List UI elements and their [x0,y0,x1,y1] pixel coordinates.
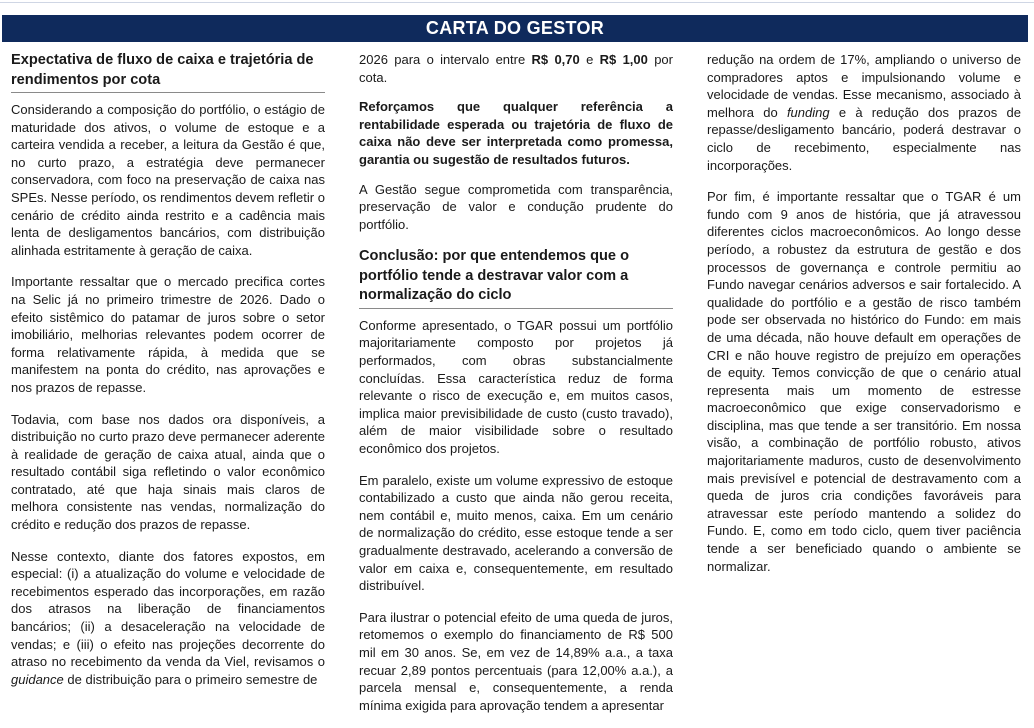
paragraph: A Gestão segue comprometida com transparência, preservação de valor e condução prudente do portfólio. [359,181,673,232]
column-1 [11,51,325,702]
emphasis-guidance: guidance [11,671,64,687]
text-run: Nesse contexto, diante dos fatores expostos, em especial: (i) a atualização do volume e velocidade de recebimentos esperado das incorporações, em razão dos atrasos na liberação de financiamentos bancários; (ii) a desaceleração na velocidade de vendas; e (iii) o efeito nas projeções decorrente do atraso no recebimento da venda da Viel, revisamos o [11,548,325,670]
disclaimer-paragraph: Reforçamos que qualquer referência a rentabilidade esperada ou trajetória de fluxo de caixa não deve ser interpretada como promessa, garantia ou sugestão de resultados futuros. [359,99,673,167]
emphasis-funding: funding [786,104,830,120]
column-3 [707,51,1021,589]
paragraph: Para ilustrar o potencial efeito de uma queda de juros, retomemos o exemplo do financiamento de R$ 500 mil em 30 anos. Se, em vez de 14,89% a.a., a taxa recuar 2,89 pontos percentuais (para 12,00% a.a.), a parcela mensal e, consequentemente, a renda mínima exigida para aprovação tendem a apresentar [359,609,673,713]
paragraph: Importante ressaltar que o mercado precifica cortes na Selic já no primeiro trimestre de 2026. Dado o efeito sistêmico do patamar de juros sobre o setor imobiliário, melhorias relevantes podem ocorrer de forma relativamente rápida, à medida que se manifestem na ponta do crédito, nas aprovações e nos prazos de repasse. [11,274,325,395]
paragraph: Em paralelo, existe um volume expressivo de estoque contabilizado a custo que ainda não gerou receita, nem contábil e, muito menos, caixa. Em um cenário de normalização do crédito, esse estoque tende a ser gradualmente destravado, acelerando a conversão de valor em caixa e, consequentemente, em resultado distribuível. [359,472,673,594]
text-run: de distribuição para o primeiro semestre de [63,671,318,687]
top-rule [0,2,1034,3]
text-run: redução na ordem de 17%, ampliando o universo de compradores aptos e impulsionando volume e velocidade de vendas. Esse mecanismo, associado à melhora do [707,52,1021,120]
text-run: e à redução dos prazos de repasse/desligamento bancário, poderá destravar o ciclo de recebimento, especialmente nas incorporações. [707,104,1021,173]
paragraph [359,51,673,86]
page-title: CARTA DO GESTOR [2,15,1028,42]
section-heading-conclusion: Conclusão: por que entendemos que o portfólio tende a destravar valor com a normalização do ciclo [359,247,673,309]
paragraph: Conforme apresentado, o TGAR possui um portfólio majoritariamente composto por projetos já performados, com obras substancialmente concluídas. Essa característica reduz de forma relevante o risco de execução e, em muitos casos, implica maior previsibilidade de custo (custo travado), além de maior visibilidade sobre o resultado econômico dos projetos. [359,317,673,456]
guidance-min-value: R$ 0,70 [531,52,580,67]
guidance-max-value: R$ 1,00 [599,52,648,67]
section-heading-cash-flow: Expectativa de fluxo de caixa e trajetória de rendimentos por cota [11,51,325,93]
paragraph [11,548,325,689]
text-run: por cota. [359,52,673,85]
paragraph: Por fim, é importante ressaltar que o TGAR é um fundo com 9 anos de história, que já atravessou diferentes ciclos macroeconômicos. Ao longo desse período, a robustez da estrutura de gestão e dos processos de governança e controle permitiu ao Fundo navegar cenários adversos e sair fortalecido. A qualidade do portfólio e a gestão de risco também pode ser observada no histórico do Fundo: em mais de uma década, não houve default em operações de CRI e não houve registro de prejuízo em operações de equity. Temos convicção de que o cenário atual representa mais um momento de estresse macroeconômico que exige conservadorismo e disciplina, mas que tende a ser transitório. Em nossa visão, a combinação de portfólio robusto, ativos majoritariamente maduros, custo de desenvolvimento mais previsível e potencial de destravamento com a queda de juros cria condições favoráveis para atravessar este período mantendo a solidez do Fundo. E, como em todo ciclo, quem tiver paciência tende a ser beneficiado quando o ambiente se normalizar. [707,189,1021,574]
text-run: e [579,52,600,67]
paragraph: Todavia, com base nos dados ora disponíveis, a distribuição no curto prazo deve permanecer aderente à realidade de geração de caixa atual, ainda que o resultado contábil siga refletindo o valor econômico contratado, até que haja sinais mais claros de melhora consistente nas vendas, normalização do crédito e redução dos prazos de repasse. [11,411,325,533]
paragraph: Considerando a composição do portfólio, o estágio de maturidade dos ativos, o volume de estoque e a carteira vendida a receber, a leitura da Gestão é que, no curto prazo, a estratégia deve permanecer conservadora, com foco na preservação de caixa nas SPEs. Nesse período, os rendimentos devem refletir o cenário de crédito ainda restrito e a cadência mais lenta de desligamentos bancários, com distribuição alinhada estritamente à geração de caixa. [11,102,325,258]
text-run: 2026 para o intervalo entre [359,52,532,67]
column-2 [359,51,673,728]
paragraph [707,51,1021,174]
